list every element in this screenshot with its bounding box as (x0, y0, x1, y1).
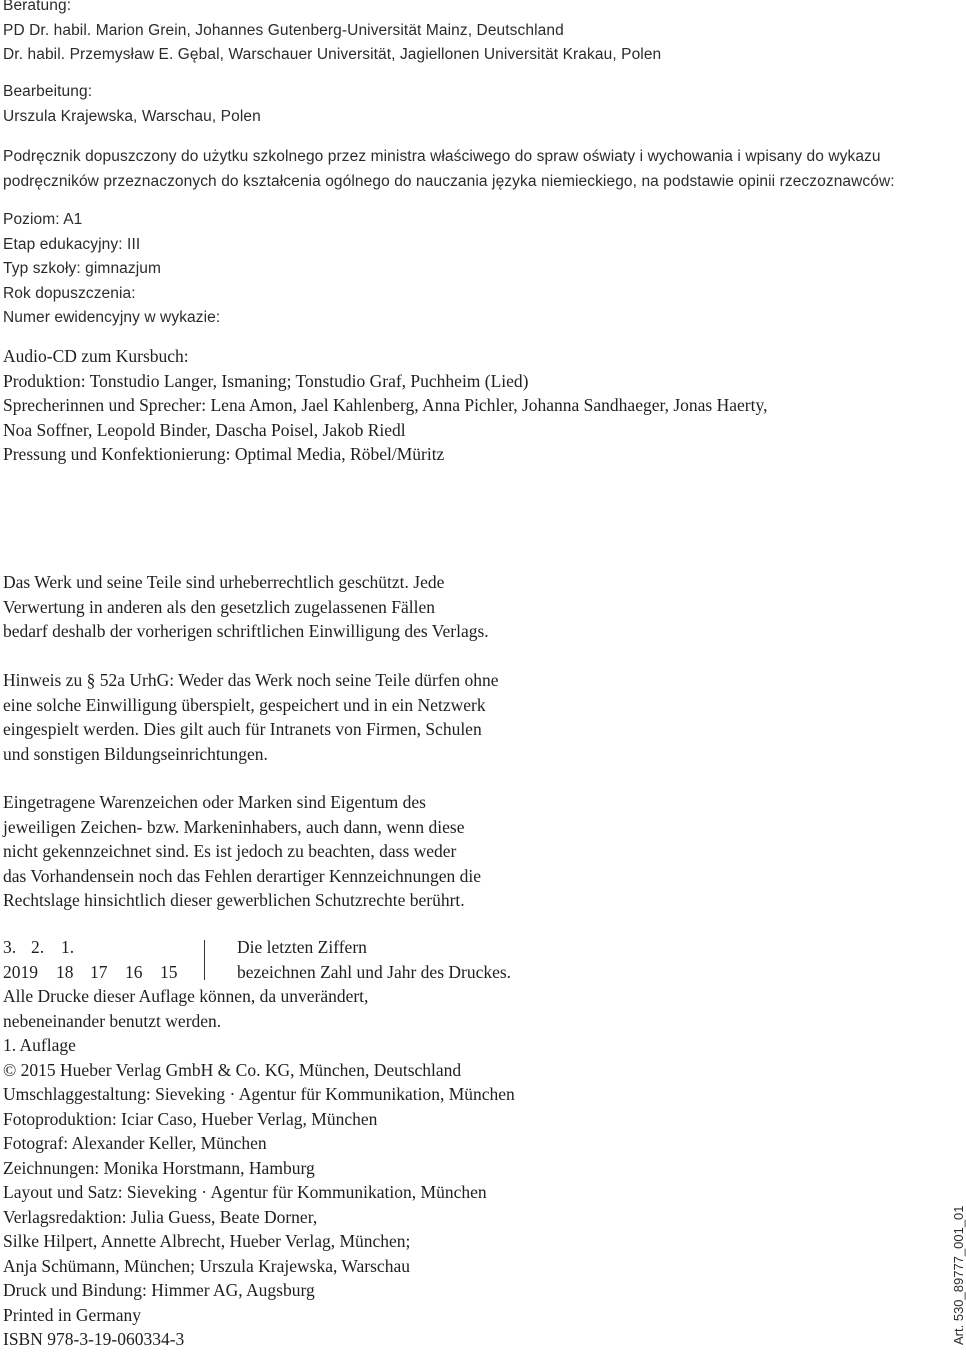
details-section (3, 208, 220, 331)
print-run-explanation-line: Die letzten Ziffern (237, 937, 367, 957)
beratung-heading: Beratung: (3, 0, 72, 14)
hinweis-line: eine solche Einwilligung überspielt, gespeichert und in ein Netzwerk (3, 694, 486, 715)
hinweis-paragraph (3, 668, 499, 766)
edition: 1. Auflage (3, 1035, 76, 1055)
audio-line: Produktion: Tonstudio Langer, Ismaning; Tonstudio Graf, Puchheim (Lied) (3, 370, 529, 391)
trademarks-line: nicht gekennzeichnet sind. Es ist jedoch zu beachten, dass weder (3, 841, 457, 861)
imprint-line: Layout und Satz: Sieveking · Agentur für Kommunikation, München (3, 1182, 487, 1202)
imprint-line: Alle Drucke dieser Auflage können, da unverändert, (3, 986, 369, 1006)
print-year: 15 (160, 962, 178, 982)
imprint-line: Silke Hilpert, Annette Albrecht, Hueber Verlag, München; (3, 1231, 411, 1251)
bearbeitung-heading: Bearbeitung: (3, 83, 93, 100)
hinweis-line: eingespielt werden. Dies gilt auch für Intranets von Firmen, Schulen (3, 719, 482, 739)
trademarks-line: jeweiligen Zeichen- bzw. Markeninhabers, auch dann, wenn diese (3, 816, 465, 837)
beratung-line: PD Dr. habil. Marion Grein, Johannes Gutenberg-Universität Mainz, Deutschland (3, 21, 564, 39)
approval-line: Podręcznik dopuszczony do użytku szkolnego przez ministra właściwego do spraw oświaty i wychowania i wpisany do wykazu (3, 148, 881, 165)
print-year: 2019 (3, 962, 38, 982)
print-run-divider (204, 940, 205, 980)
print-run-number: 2. (31, 937, 45, 957)
imprint-line: Fotograf: Alexander Keller, München (3, 1133, 267, 1153)
imprint-line: Printed in Germany (3, 1304, 142, 1325)
approval-line: podręczników przeznaczonych do kształcenia ogólnego do nauczania języka niemieckiego, na podstawie opinii rzeczoznawców: (3, 172, 895, 190)
trademarks-line: Eingetragene Warenzeichen oder Marken sind Eigentum des (3, 792, 426, 812)
detail-level: Poziom: A1 (3, 211, 83, 228)
audio-heading: Audio-CD zum Kursbuch: (3, 346, 189, 366)
copyright-line: Das Werk und seine Teile sind urheberrechtlich geschützt. Jede (3, 572, 445, 592)
copyright-line: bedarf deshalb der vorherigen schriftlichen Einwilligung des Verlags. (3, 621, 489, 641)
beratung-section (3, 0, 661, 68)
bearbeitung-line: Urszula Krajewska, Warschau, Polen (3, 107, 261, 125)
imprint-line: nebeneinander benutzt werden. (3, 1010, 222, 1031)
audio-section (3, 344, 767, 467)
print-run-explanation-line: bezeichnen Zahl und Jahr des Druckes. (237, 961, 512, 982)
print-run-number: 3. (3, 937, 17, 957)
copyright-note (3, 570, 489, 644)
copyright-holder: © 2015 Hueber Verlag GmbH & Co. KG, München, Deutschland (3, 1059, 462, 1080)
bearbeitung-section (3, 80, 261, 129)
approval-section (3, 145, 895, 194)
audio-line: Noa Soffner, Leopold Binder, Dascha Poisel, Jakob Riedl (3, 419, 406, 440)
print-year: 17 (90, 962, 108, 982)
detail-year: Rok dopuszczenia: (3, 284, 136, 302)
copyright-line: Verwertung in anderen als den gesetzlich zugelassenen Fällen (3, 596, 435, 617)
imprint-section (3, 984, 515, 1352)
audio-line: Sprecherinnen und Sprecher: Lena Amon, Jael Kahlenberg, Anna Pichler, Johanna Sandhaeger, Jonas Haerty, (3, 395, 768, 415)
imprint-line: Anja Schümann, München; Urszula Krajewska, Warschau (3, 1255, 410, 1276)
print-year: 16 (125, 962, 143, 982)
trademarks-paragraph (3, 790, 481, 913)
hinweis-line: und sonstigen Bildungseinrichtungen. (3, 743, 268, 764)
imprint-line: Verlagsredaktion: Julia Guess, Beate Dorner, (3, 1206, 318, 1227)
detail-register-number: Numer ewidencyjny w wykazie: (3, 309, 221, 326)
beratung-line: Dr. habil. Przemysław E. Gębal, Warschauer Universität, Jagiellonen Universität Krakau, Polen (3, 46, 662, 64)
imprint-line: Druck und Bindung: Himmer AG, Augsburg (3, 1280, 315, 1300)
print-year: 18 (56, 962, 74, 982)
article-number: Art. 530_89777_001_01 (951, 1205, 966, 1345)
audio-line: Pressung und Konfektionierung: Optimal Media, Röbel/Müritz (3, 444, 445, 464)
detail-stage: Etap edukacyjny: III (3, 235, 141, 253)
trademarks-line: das Vorhandensein noch das Fehlen derartiger Kennzeichnungen die (3, 865, 482, 886)
trademarks-line: Rechtslage hinsichtlich dieser gewerblichen Schutzrechte berührt. (3, 890, 465, 910)
detail-school-type: Typ szkoły: gimnazjum (3, 260, 162, 277)
isbn: ISBN 978-3-19-060334-3 (3, 1329, 185, 1349)
print-run-explanation (237, 935, 511, 984)
imprint-line: Zeichnungen: Monika Horstmann, Hamburg (3, 1157, 315, 1178)
imprint-line: Fotoproduktion: Iciar Caso, Hueber Verlag, München (3, 1108, 378, 1129)
imprint-line: Umschlaggestaltung: Sieveking · Agentur für Kommunikation, München (3, 1084, 515, 1104)
print-run-number: 1. (61, 937, 75, 957)
hinweis-line: Hinweis zu § 52a UrhG: Weder das Werk noch seine Teile dürfen ohne (3, 670, 499, 690)
